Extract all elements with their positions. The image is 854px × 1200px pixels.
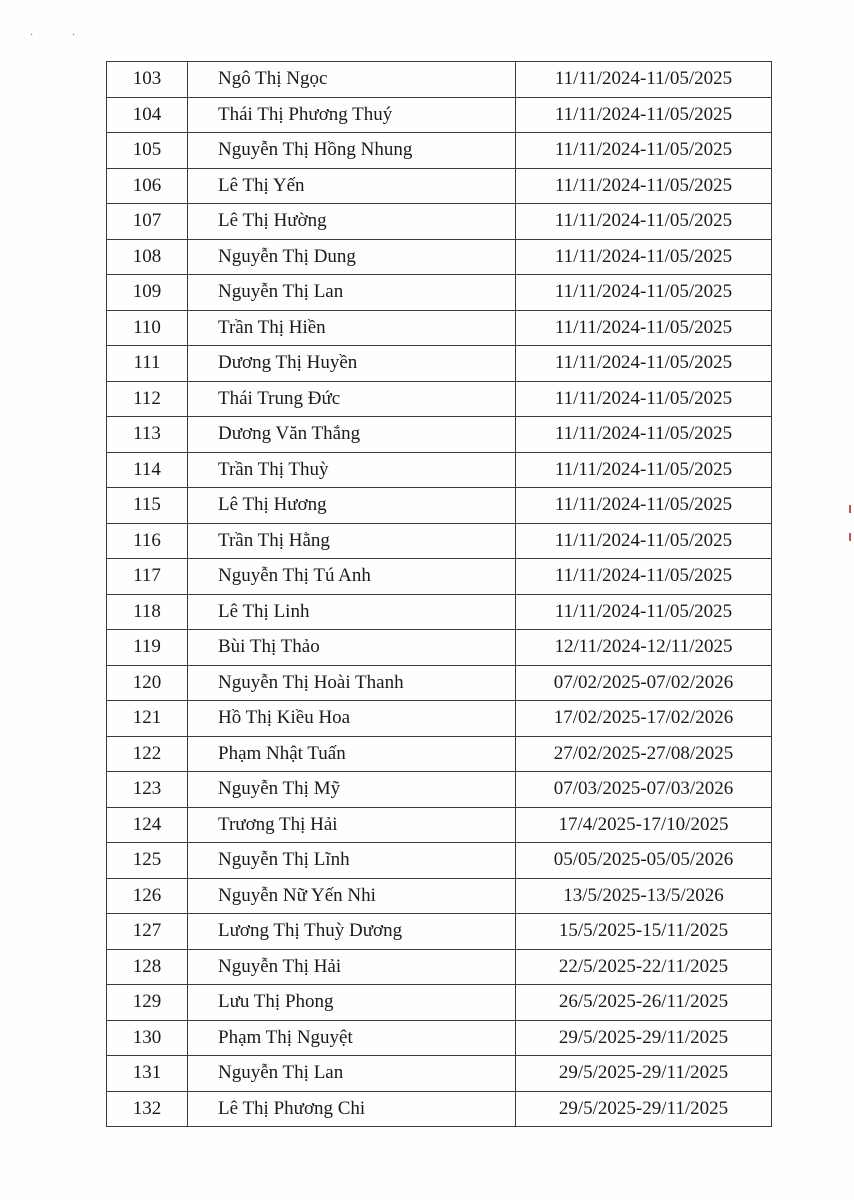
person-name-cell: Trần Thị Hằng xyxy=(188,523,516,559)
person-name-cell: Phạm Thị Nguyệt xyxy=(188,1020,516,1056)
row-number-cell: 113 xyxy=(107,417,188,453)
period-cell: 27/02/2025-27/08/2025 xyxy=(516,736,772,772)
row-number-cell: 115 xyxy=(107,488,188,524)
period-cell: 12/11/2024-12/11/2025 xyxy=(516,630,772,666)
table-row xyxy=(107,843,772,879)
row-number-cell: 123 xyxy=(107,772,188,808)
person-name-cell: Lê Thị Linh xyxy=(188,594,516,630)
period-cell: 11/11/2024-11/05/2025 xyxy=(516,97,772,133)
period-cell: 11/11/2024-11/05/2025 xyxy=(516,346,772,382)
person-name-cell: Nguyễn Thị Dung xyxy=(188,239,516,275)
person-name-cell: Nguyễn Thị Hải xyxy=(188,949,516,985)
period-cell: 11/11/2024-11/05/2025 xyxy=(516,523,772,559)
table-row xyxy=(107,133,772,169)
person-name-cell: Nguyễn Thị Tú Anh xyxy=(188,559,516,595)
person-name-cell: Nguyễn Thị Lan xyxy=(188,1056,516,1092)
table-row xyxy=(107,204,772,240)
row-number-cell: 116 xyxy=(107,523,188,559)
row-number-cell: 125 xyxy=(107,843,188,879)
person-name-cell: Hồ Thị Kiều Hoa xyxy=(188,701,516,737)
period-cell: 29/5/2025-29/11/2025 xyxy=(516,1056,772,1092)
person-name-cell: Lê Thị Yến xyxy=(188,168,516,204)
person-name-cell: Thái Trung Đức xyxy=(188,381,516,417)
period-cell: 11/11/2024-11/05/2025 xyxy=(516,62,772,98)
roster-table xyxy=(106,61,772,1127)
period-cell: 11/11/2024-11/05/2025 xyxy=(516,133,772,169)
table-row xyxy=(107,168,772,204)
person-name-cell: Bùi Thị Thảo xyxy=(188,630,516,666)
period-cell: 05/05/2025-05/05/2026 xyxy=(516,843,772,879)
period-cell: 29/5/2025-29/11/2025 xyxy=(516,1020,772,1056)
table-row xyxy=(107,594,772,630)
row-number-cell: 124 xyxy=(107,807,188,843)
period-cell: 17/4/2025-17/10/2025 xyxy=(516,807,772,843)
table-row xyxy=(107,559,772,595)
edge-scan-marks xyxy=(849,505,852,545)
table-row xyxy=(107,665,772,701)
person-name-cell: Thái Thị Phương Thuý xyxy=(188,97,516,133)
table-row xyxy=(107,701,772,737)
table-row xyxy=(107,878,772,914)
period-cell: 22/5/2025-22/11/2025 xyxy=(516,949,772,985)
table-row xyxy=(107,381,772,417)
row-number-cell: 103 xyxy=(107,62,188,98)
period-cell: 11/11/2024-11/05/2025 xyxy=(516,488,772,524)
person-name-cell: Dương Văn Thắng xyxy=(188,417,516,453)
row-number-cell: 129 xyxy=(107,985,188,1021)
table-row xyxy=(107,772,772,808)
row-number-cell: 109 xyxy=(107,275,188,311)
person-name-cell: Ngô Thị Ngọc xyxy=(188,62,516,98)
table-row xyxy=(107,807,772,843)
period-cell: 15/5/2025-15/11/2025 xyxy=(516,914,772,950)
period-cell: 11/11/2024-11/05/2025 xyxy=(516,417,772,453)
row-number-cell: 106 xyxy=(107,168,188,204)
period-cell: 29/5/2025-29/11/2025 xyxy=(516,1091,772,1127)
person-name-cell: Nguyễn Nữ Yến Nhi xyxy=(188,878,516,914)
person-name-cell: Lương Thị Thuỳ Dương xyxy=(188,914,516,950)
person-name-cell: Dương Thị Huyền xyxy=(188,346,516,382)
table-row xyxy=(107,275,772,311)
table-row xyxy=(107,914,772,950)
person-name-cell: Trần Thị Hiền xyxy=(188,310,516,346)
row-number-cell: 121 xyxy=(107,701,188,737)
period-cell: 07/03/2025-07/03/2026 xyxy=(516,772,772,808)
period-cell: 11/11/2024-11/05/2025 xyxy=(516,310,772,346)
person-name-cell: Trần Thị Thuỳ xyxy=(188,452,516,488)
row-number-cell: 110 xyxy=(107,310,188,346)
table-row xyxy=(107,1056,772,1092)
table-row xyxy=(107,630,772,666)
row-number-cell: 130 xyxy=(107,1020,188,1056)
row-number-cell: 112 xyxy=(107,381,188,417)
row-number-cell: 131 xyxy=(107,1056,188,1092)
row-number-cell: 128 xyxy=(107,949,188,985)
row-number-cell: 132 xyxy=(107,1091,188,1127)
person-name-cell: Nguyễn Thị Hồng Nhung xyxy=(188,133,516,169)
period-cell: 11/11/2024-11/05/2025 xyxy=(516,168,772,204)
person-name-cell: Nguyễn Thị Lan xyxy=(188,275,516,311)
table-row xyxy=(107,736,772,772)
row-number-cell: 119 xyxy=(107,630,188,666)
period-cell: 17/02/2025-17/02/2026 xyxy=(516,701,772,737)
table-row xyxy=(107,1091,772,1127)
person-name-cell: Nguyễn Thị Hoài Thanh xyxy=(188,665,516,701)
table-row xyxy=(107,62,772,98)
table-row xyxy=(107,452,772,488)
table-row xyxy=(107,523,772,559)
roster-table-body xyxy=(107,62,772,1127)
period-cell: 11/11/2024-11/05/2025 xyxy=(516,381,772,417)
edge-mark xyxy=(849,505,851,513)
row-number-cell: 120 xyxy=(107,665,188,701)
row-number-cell: 104 xyxy=(107,97,188,133)
period-cell: 11/11/2024-11/05/2025 xyxy=(516,239,772,275)
period-cell: 26/5/2025-26/11/2025 xyxy=(516,985,772,1021)
person-name-cell: Lê Thị Phương Chi xyxy=(188,1091,516,1127)
period-cell: 13/5/2025-13/5/2026 xyxy=(516,878,772,914)
row-number-cell: 107 xyxy=(107,204,188,240)
period-cell: 11/11/2024-11/05/2025 xyxy=(516,204,772,240)
period-cell: 11/11/2024-11/05/2025 xyxy=(516,452,772,488)
period-cell: 11/11/2024-11/05/2025 xyxy=(516,594,772,630)
person-name-cell: Lê Thị Hường xyxy=(188,204,516,240)
row-number-cell: 122 xyxy=(107,736,188,772)
edge-mark xyxy=(849,533,851,541)
table-row xyxy=(107,310,772,346)
table-row xyxy=(107,1020,772,1056)
person-name-cell: Trương Thị Hải xyxy=(188,807,516,843)
scan-artifact: · · xyxy=(30,30,94,41)
row-number-cell: 108 xyxy=(107,239,188,275)
row-number-cell: 117 xyxy=(107,559,188,595)
row-number-cell: 114 xyxy=(107,452,188,488)
row-number-cell: 127 xyxy=(107,914,188,950)
row-number-cell: 118 xyxy=(107,594,188,630)
person-name-cell: Nguyễn Thị Lĩnh xyxy=(188,843,516,879)
table-row xyxy=(107,488,772,524)
period-cell: 11/11/2024-11/05/2025 xyxy=(516,559,772,595)
table-row xyxy=(107,346,772,382)
table-row xyxy=(107,239,772,275)
row-number-cell: 105 xyxy=(107,133,188,169)
table-row xyxy=(107,97,772,133)
period-cell: 07/02/2025-07/02/2026 xyxy=(516,665,772,701)
table-row xyxy=(107,949,772,985)
period-cell: 11/11/2024-11/05/2025 xyxy=(516,275,772,311)
person-name-cell: Lưu Thị Phong xyxy=(188,985,516,1021)
person-name-cell: Lê Thị Hương xyxy=(188,488,516,524)
person-name-cell: Phạm Nhật Tuấn xyxy=(188,736,516,772)
table-row xyxy=(107,417,772,453)
row-number-cell: 126 xyxy=(107,878,188,914)
person-name-cell: Nguyễn Thị Mỹ xyxy=(188,772,516,808)
row-number-cell: 111 xyxy=(107,346,188,382)
table-row xyxy=(107,985,772,1021)
